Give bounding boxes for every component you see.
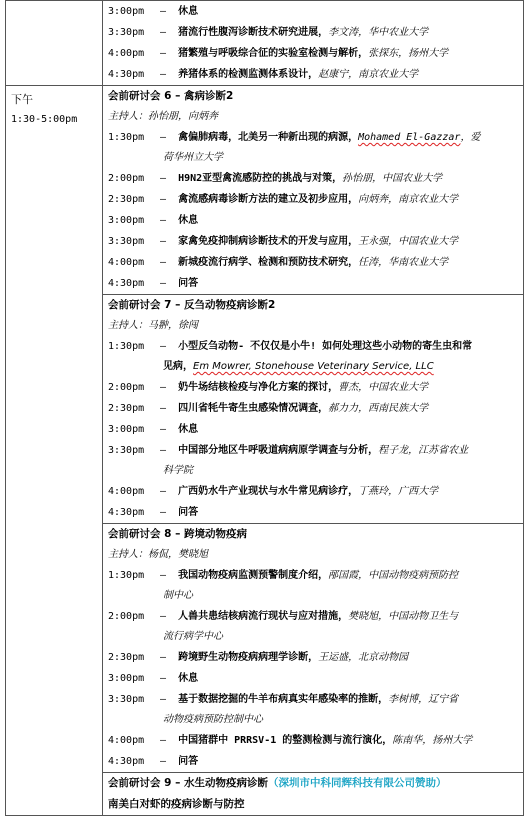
list-item: 4:00pm – 猪繁殖与呼吸综合征的实验室检测与解析，张探东，扬州大学 bbox=[108, 48, 449, 59]
list-item-continued: 科学院 bbox=[163, 465, 193, 476]
list-item-continued: 见病，Em Mowrer, Stonehouse Veterinary Service, LLC bbox=[163, 361, 434, 372]
list-item: 3:30pm – 猪流行性腹泻诊断技术研究进展，李文涛，华中农业大学 bbox=[108, 27, 429, 38]
schedule-page bbox=[5, 0, 522, 826]
list-item: 4:30pm – 问答 bbox=[108, 756, 199, 767]
list-item: 4:30pm – 问答 bbox=[108, 507, 199, 518]
list-item-continued: 动物疫病预防控制中心 bbox=[163, 714, 263, 725]
session-9-header: 会前研讨会 9 – 水生动物疫病诊断（深圳市中科同辉科技有限公司赞助） bbox=[108, 777, 447, 789]
list-item: 4:30pm – 养猪体系的检测监测体系设计，赵康宁，南京农业大学 bbox=[108, 69, 419, 80]
list-item: 3:00pm – 休息 bbox=[108, 215, 199, 226]
table-row bbox=[6, 86, 524, 295]
afternoon-time: 1:30-5:00pm bbox=[11, 114, 78, 125]
session-9-cell bbox=[103, 773, 524, 816]
list-item-continued: 流行病学中心 bbox=[163, 631, 223, 642]
list-item: 3:00pm – 休息 bbox=[108, 673, 199, 684]
list-item: 2:30pm – 四川省牦牛寄生虫感染情况调查，郝力力，西南民族大学 bbox=[108, 403, 429, 414]
list-item: 3:00pm – 休息 bbox=[108, 424, 199, 435]
list-item: 3:30pm – 基于数据挖掘的牛羊布病真实年感染率的推断，李树博，辽宁省 bbox=[108, 694, 459, 705]
session-8-cell bbox=[103, 524, 524, 773]
list-item: 3:00pm – 休息 bbox=[108, 6, 199, 17]
list-item: 2:30pm – 禽流感病毒诊断方法的建立及初步应用，向炳奔，南京农业大学 bbox=[108, 194, 459, 205]
afternoon-label: 下午 bbox=[11, 93, 33, 106]
session-7-header: 会前研讨会 7 – 反刍动物疫病诊断2 bbox=[108, 299, 276, 311]
list-item: 3:30pm – 家禽免疫抑制病诊断技术的开发与应用，王永强，中国农业大学 bbox=[108, 236, 459, 247]
list-item: 2:00pm – 人兽共患结核病流行现状与应对措施，樊晓旭，中国动物卫生与 bbox=[108, 611, 459, 622]
list-item: 1:30pm – 禽偏肺病毒，北美另一种新出现的病源，Mohamed El-Gazzar，爱 bbox=[108, 132, 481, 143]
session-6-header: 会前研讨会 6 – 禽病诊断2 bbox=[108, 90, 234, 102]
table-row bbox=[6, 1, 524, 86]
list-item: 2:00pm – 奶牛场结核检疫与净化方案的探讨，曹杰，中国农业大学 bbox=[108, 382, 429, 393]
list-item: 4:00pm – 中国猪群中 PRRSV-1 的整测检测与流行演化，陈南华，扬州大学 bbox=[108, 735, 473, 746]
session-cell bbox=[103, 1, 524, 86]
session-7-cell bbox=[103, 295, 524, 524]
list-item: 4:30pm – 问答 bbox=[108, 278, 199, 289]
list-item: 1:30pm – 我国动物疫病监测预警制度介绍，邴国霞，中国动物疫病预防控 bbox=[108, 570, 459, 581]
list-item-continued: 制中心 bbox=[163, 590, 193, 601]
list-item: 1:30pm – 小型反刍动物- 不仅仅是小牛! 如何处理这些小动物的寄生虫和常 bbox=[108, 341, 473, 352]
time-column-cell bbox=[6, 1, 103, 86]
session-7-host: 主持人：马翀，徐闯 bbox=[108, 320, 198, 331]
session-8-header: 会前研讨会 8 – 跨境动物疫病 bbox=[108, 528, 248, 540]
session-6-host: 主持人：孙怡朋，向炳奔 bbox=[108, 111, 218, 122]
session-9-first-talk: 南美白对虾的疫病诊断与防控 bbox=[108, 798, 245, 810]
sponsor-note: （深圳市中科同辉科技有限公司赞助） bbox=[268, 777, 447, 789]
list-item: 4:00pm – 新城疫流行病学、检测和预防技术研究，任涛，华南农业大学 bbox=[108, 257, 449, 268]
schedule-table bbox=[5, 0, 524, 816]
list-item-continued: 荷华州立大学 bbox=[163, 152, 223, 163]
list-item: 3:30pm – 中国部分地区牛呼吸道病病原学调查与分析，程子龙，江苏省农业 bbox=[108, 445, 469, 456]
time-column-cell bbox=[6, 86, 103, 816]
session-6-cell bbox=[103, 86, 524, 295]
list-item: 4:00pm – 广西奶水牛产业现状与水牛常见病诊疗，丁燕玲，广西大学 bbox=[108, 486, 439, 497]
list-item: 2:30pm – 跨境野生动物疫病病理学诊断，王运盛，北京动物园 bbox=[108, 652, 409, 663]
session-8-host: 主持人：杨侃，樊晓旭 bbox=[108, 549, 208, 560]
list-item: 2:00pm – H9N2亚型禽流感防控的挑战与对策，孙怡朋，中国农业大学 bbox=[108, 173, 443, 184]
